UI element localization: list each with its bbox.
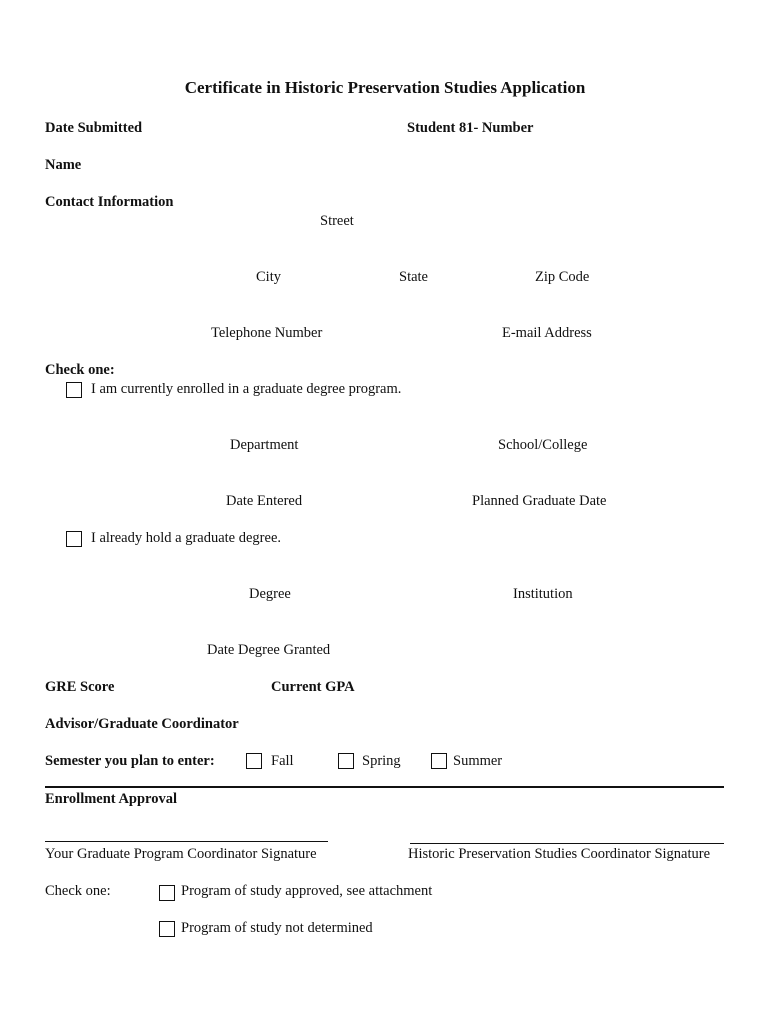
telephone-number-label: Telephone Number bbox=[211, 325, 323, 341]
current-gpa-label: Current GPA bbox=[271, 679, 355, 695]
zip-code-label: Zip Code bbox=[535, 269, 590, 285]
spring-label: Spring bbox=[362, 753, 401, 769]
summer-label: Summer bbox=[453, 753, 503, 769]
city-label: City bbox=[256, 269, 281, 285]
name-label: Name bbox=[45, 157, 82, 173]
email-address-label: E-mail Address bbox=[502, 325, 592, 341]
fall-label: Fall bbox=[271, 753, 294, 769]
hold-degree-option-label: I already hold a graduate degree. bbox=[91, 530, 282, 546]
check-one-label: Check one: bbox=[45, 362, 115, 378]
advisor-label: Advisor/Graduate Coordinator bbox=[45, 716, 239, 732]
school-college-label: School/College bbox=[498, 437, 588, 453]
not-determined-option-label: Program of study not determined bbox=[181, 920, 373, 936]
approval-check-one-label: Check one: bbox=[45, 883, 111, 899]
street-label: Street bbox=[320, 213, 354, 229]
semester-prompt-label: Semester you plan to enter: bbox=[45, 753, 215, 769]
degree-label: Degree bbox=[249, 586, 291, 602]
form-title: Certificate in Historic Preservation Studies Application bbox=[184, 78, 586, 97]
approved-checkbox[interactable] bbox=[159, 885, 175, 901]
approved-option-label: Program of study approved, see attachment bbox=[181, 883, 433, 899]
hps-signature-label: Historic Preservation Studies Coordinator Signature bbox=[408, 846, 711, 862]
contact-information-label: Contact Information bbox=[45, 194, 174, 210]
department-label: Department bbox=[230, 437, 299, 453]
coordinator-signature-line[interactable] bbox=[45, 841, 328, 842]
institution-label: Institution bbox=[513, 586, 573, 602]
fall-checkbox[interactable] bbox=[246, 753, 262, 769]
date-submitted-label: Date Submitted bbox=[45, 120, 143, 136]
date-degree-granted-label: Date Degree Granted bbox=[207, 642, 331, 658]
enrollment-approval-heading: Enrollment Approval bbox=[45, 791, 178, 807]
coordinator-signature-label: Your Graduate Program Coordinator Signature bbox=[45, 846, 317, 862]
gre-score-label: GRE Score bbox=[45, 679, 115, 695]
state-label: State bbox=[399, 269, 428, 285]
date-entered-label: Date Entered bbox=[226, 493, 303, 509]
not-determined-checkbox[interactable] bbox=[159, 921, 175, 937]
section-divider bbox=[45, 786, 724, 788]
enrolled-option-label: I am currently enrolled in a graduate degree program. bbox=[91, 381, 402, 397]
student-number-label: Student 81- Number bbox=[407, 120, 534, 136]
hold-degree-checkbox[interactable] bbox=[66, 531, 82, 547]
summer-checkbox[interactable] bbox=[431, 753, 447, 769]
enrolled-checkbox[interactable] bbox=[66, 382, 82, 398]
planned-graduate-date-label: Planned Graduate Date bbox=[472, 493, 607, 509]
spring-checkbox[interactable] bbox=[338, 753, 354, 769]
